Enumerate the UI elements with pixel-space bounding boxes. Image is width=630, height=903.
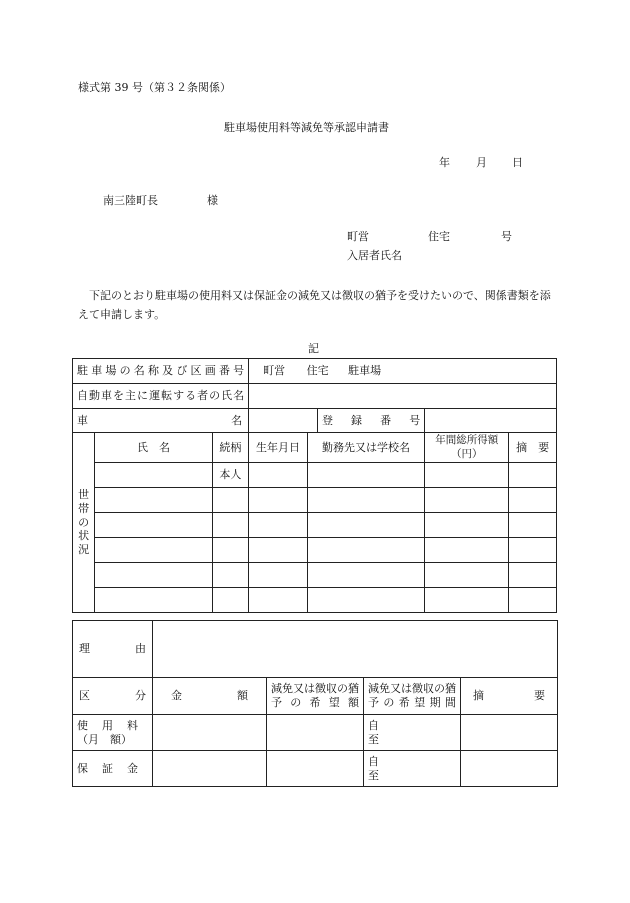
- driver-field[interactable]: [249, 384, 557, 409]
- applicant-housing: 住宅: [428, 230, 450, 243]
- household-row: [73, 488, 557, 513]
- reason-row: [73, 621, 558, 678]
- applicant-resident-name: 入居者氏名: [347, 249, 402, 262]
- member-remarks-cell[interactable]: [509, 513, 557, 538]
- member-income-cell[interactable]: [425, 538, 509, 563]
- parking-housing: 住宅: [306, 364, 329, 378]
- deposit-desired-amount[interactable]: [267, 751, 364, 787]
- member-workplace-cell[interactable]: [307, 488, 424, 513]
- parking-label: 駐車場の名称及び区画番号: [73, 359, 249, 384]
- member-remarks-cell[interactable]: [509, 538, 557, 563]
- col-income-header: 年間総所得額（円）: [425, 433, 509, 463]
- usage-fee-period[interactable]: [364, 715, 461, 751]
- member-income-cell[interactable]: [425, 488, 509, 513]
- col-workplace-header: 勤務先又は学校名: [307, 433, 424, 463]
- ki-marker: 記: [308, 342, 319, 355]
- request-text: 下記のとおり駐車場の使用料又は保証金の減免又は徴収の猶予を受けたいので、関係書類を添えて申請します。: [78, 289, 551, 321]
- member-workplace-cell[interactable]: [307, 463, 424, 488]
- member-relation-cell[interactable]: [212, 563, 248, 588]
- member-income-cell[interactable]: [425, 513, 509, 538]
- member-birthdate-cell[interactable]: [249, 513, 308, 538]
- member-relation-cell[interactable]: [212, 538, 248, 563]
- period-from-label: 自: [368, 754, 379, 768]
- usage-fee-label: [73, 715, 153, 751]
- member-remarks-cell[interactable]: [509, 488, 557, 513]
- member-name-cell[interactable]: [95, 563, 212, 588]
- member-income-cell[interactable]: [425, 588, 509, 613]
- car-row: [73, 409, 557, 433]
- member-name-cell[interactable]: [95, 513, 212, 538]
- member-name-cell[interactable]: [95, 588, 212, 613]
- household-label: 世帯の状況: [73, 433, 95, 613]
- member-remarks-cell[interactable]: [509, 463, 557, 488]
- reason-label: 理 由: [73, 621, 153, 678]
- reduction-table: [72, 620, 558, 787]
- col-birthdate-header: 生年月日: [249, 433, 308, 463]
- usage-fee-amount[interactable]: [153, 715, 267, 751]
- date-year: 年: [439, 156, 450, 169]
- usage-fee-label-line1: 使 用 料: [77, 718, 138, 732]
- applicant-town: 町営: [347, 230, 369, 243]
- car-name-label: 車 名: [73, 409, 249, 433]
- col-relation-header: 続柄: [212, 433, 248, 463]
- driver-label: 自動車を主に運転する者の氏名: [73, 384, 249, 409]
- parking-value: [249, 359, 557, 384]
- deposit-label-line1: 保 証 金: [77, 761, 138, 775]
- member-workplace-cell[interactable]: [307, 538, 424, 563]
- household-row: [73, 563, 557, 588]
- usage-fee-row: [73, 715, 558, 751]
- member-income-cell[interactable]: [425, 463, 509, 488]
- period-to-label: 至: [368, 732, 379, 746]
- usage-fee-desired-amount[interactable]: [267, 715, 364, 751]
- household-header-row: [73, 433, 557, 463]
- deposit-amount[interactable]: [153, 751, 267, 787]
- category-header: 区 分: [73, 678, 153, 715]
- deposit-row: [73, 751, 558, 787]
- col-remarks-header: 摘 要: [509, 433, 557, 463]
- addressee-name: 南三陸町長: [103, 194, 158, 207]
- member-name-cell[interactable]: [95, 488, 212, 513]
- reason-field[interactable]: [153, 621, 558, 678]
- member-relation-cell[interactable]: [212, 513, 248, 538]
- member-birthdate-cell[interactable]: [249, 588, 308, 613]
- desired-period-header: 減免又は徴収の猶予の希望期間: [364, 678, 461, 715]
- desired-amount-header: 減免又は徴収の猶予の希望額: [267, 678, 364, 715]
- member-income-cell[interactable]: [425, 563, 509, 588]
- household-row: [73, 513, 557, 538]
- amount-header: 金 額: [153, 678, 267, 715]
- parking-row: [73, 359, 557, 384]
- member-workplace-cell[interactable]: [307, 588, 424, 613]
- applicant-number: 号: [501, 230, 512, 243]
- member-relation-cell[interactable]: [212, 488, 248, 513]
- period-to-label: 至: [368, 768, 379, 782]
- deposit-label: [73, 751, 153, 787]
- member-relation-cell[interactable]: [212, 588, 248, 613]
- member-birthdate-cell[interactable]: [249, 563, 308, 588]
- registration-field[interactable]: [425, 409, 557, 433]
- member-birthdate-cell[interactable]: [249, 463, 308, 488]
- parking-lot: 駐車場: [348, 364, 382, 378]
- member-relation-cell: 本人: [212, 463, 248, 488]
- member-birthdate-cell[interactable]: [249, 538, 308, 563]
- deposit-remarks[interactable]: [461, 751, 558, 787]
- deposit-period[interactable]: [364, 751, 461, 787]
- period-from-label: 自: [368, 718, 379, 732]
- member-birthdate-cell[interactable]: [249, 488, 308, 513]
- document-title: 駐車場使用料等減免等承認申請書: [224, 121, 389, 134]
- household-row: [73, 463, 557, 488]
- usage-fee-remarks[interactable]: [461, 715, 558, 751]
- member-remarks-cell[interactable]: [509, 588, 557, 613]
- member-workplace-cell[interactable]: [307, 513, 424, 538]
- amount-header-row: [73, 678, 558, 715]
- addressee-honorific: 様: [207, 194, 218, 207]
- member-name-cell[interactable]: [95, 538, 212, 563]
- col-name-header: 氏 名: [95, 433, 212, 463]
- household-row: [73, 588, 557, 613]
- application-table: [72, 358, 557, 613]
- parking-town: 町営: [263, 364, 286, 378]
- member-name-cell[interactable]: [95, 463, 212, 488]
- usage-fee-label-line2: （月 額）: [77, 732, 132, 746]
- member-remarks-cell[interactable]: [509, 563, 557, 588]
- date-day: 日: [512, 156, 523, 169]
- remarks-header: 摘 要: [461, 678, 558, 715]
- driver-row: [73, 384, 557, 409]
- registration-label: 登 録 番 号: [317, 409, 424, 433]
- date-month: 月: [476, 156, 487, 169]
- member-workplace-cell[interactable]: [307, 563, 424, 588]
- household-row: [73, 538, 557, 563]
- car-name-field[interactable]: [249, 409, 318, 433]
- form-number: 様式第 39 号（第３２条関係）: [78, 81, 231, 94]
